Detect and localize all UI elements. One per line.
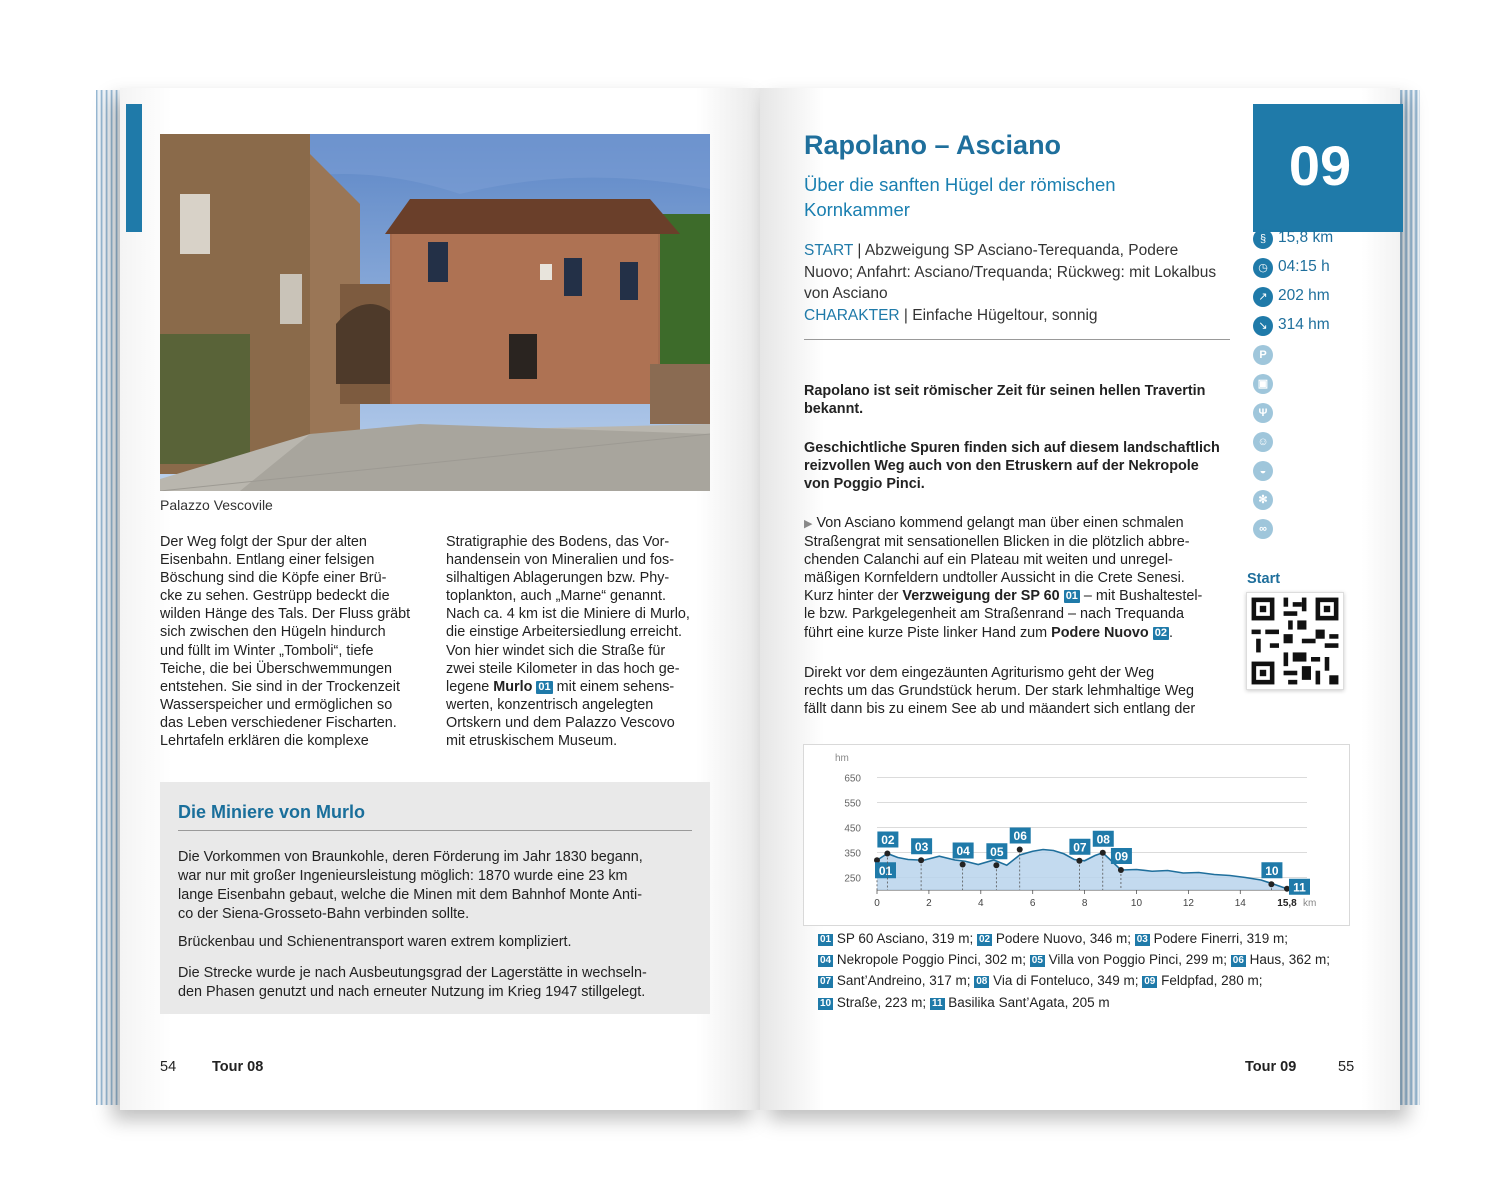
waypoint-dot	[1268, 881, 1274, 887]
text-line: Wasserspeicher und ermöglichen so	[160, 696, 393, 713]
legend-text: Feldpfad, 280 m;	[1161, 973, 1263, 989]
tour-number-box: 09	[1253, 104, 1387, 232]
waypoint-dot	[960, 862, 966, 868]
waypoint-ref-01: 01	[1065, 590, 1078, 603]
murlo-bold: Murlo	[493, 678, 533, 695]
text-span: – mit Bushaltestel-	[1079, 588, 1203, 605]
infobox-paragraph-1	[178, 848, 692, 924]
text-line: Lehrtafeln erklären die komplexe	[160, 733, 369, 750]
kids-icon: ☺	[1253, 432, 1273, 452]
chapter-tab-left	[126, 104, 142, 232]
text-line	[804, 514, 1230, 533]
bicycle-icon: ∞	[1253, 519, 1273, 539]
meta-divider	[804, 339, 1230, 340]
waypoint-dot	[918, 857, 924, 863]
text-line: fällt dann bis zu einem See ab und mäandert sich entlang der	[804, 701, 1196, 718]
qr-code-image	[1247, 593, 1343, 689]
tour-title: Rapolano – Asciano	[804, 130, 1062, 160]
character-key: CHARAKTER	[804, 306, 900, 324]
waypoint-dot	[1076, 858, 1082, 864]
legend-row	[818, 928, 1338, 949]
legend-ref: 06	[1232, 955, 1244, 967]
waypoint-ref-01: 01	[538, 680, 551, 693]
start-value: | Abzweigung SP Asciano-Terequanda, Podere Nuovo; Anfahrt: Asciano/Trequanda; Rückweg: mit Lokalbus von Asciano	[804, 242, 1217, 302]
text-line: Geschichtliche Spuren finden sich auf diesem landschaftlich	[804, 440, 1220, 456]
waypoint-label: 09	[1114, 849, 1129, 864]
legend-text: SP 60 Asciano, 319 m;	[836, 931, 974, 946]
text-span: .	[1168, 624, 1173, 641]
text-line: Direkt vor dem eingezäunten Agriturismo geht der Weg	[804, 665, 1155, 681]
elevation-profile	[803, 744, 1350, 926]
text-line: handensein von Mineralien und fos-	[446, 552, 675, 569]
legend-text: Haus, 362 m;	[1249, 952, 1330, 968]
waypoint-label: 08	[1096, 832, 1110, 847]
y-tick-label: 450	[844, 823, 861, 835]
legend-row	[818, 949, 1338, 970]
text-line: Stratigraphie des Bodens, das Vor-	[446, 534, 670, 550]
waypoint-legend	[818, 928, 1338, 1013]
tour-subtitle: Über die sanften Hügel der römischen Kornkammer	[804, 174, 1116, 220]
text-span: legene	[446, 678, 494, 695]
x-tick-label: 8	[1081, 898, 1088, 909]
photo-palazzo-vescovile	[160, 134, 710, 491]
waypoint-dot	[993, 862, 999, 868]
waypoint-dot	[1017, 847, 1023, 853]
legend-ref: 04	[820, 955, 832, 967]
waypoint-label: 04	[956, 844, 970, 858]
legend-ref: 11	[931, 997, 943, 1009]
bold-span: Verzweigung der SP 60	[902, 588, 1060, 605]
legend-ref: 09	[1144, 976, 1156, 988]
waypoint-dot	[1118, 867, 1124, 873]
text-line	[446, 678, 710, 696]
text-line: Nach ca. 4 km ist die Miniere di Murlo,	[446, 606, 690, 623]
ascent-icon: ↗	[1253, 287, 1273, 307]
y-tick-label: 650	[844, 773, 861, 785]
paragraph-marker-icon: ▶	[804, 518, 813, 530]
legend-row	[818, 970, 1338, 991]
lead-paragraph-1	[804, 382, 1230, 418]
waypoint-dot	[884, 851, 890, 857]
text-span: führt eine kurze Piste linker Hand zum	[804, 624, 1052, 641]
text-line: sich zwischen den Hügeln hindurch	[160, 624, 386, 641]
x-tick-label: 4	[978, 898, 984, 909]
waypoint-ref-02: 02	[1154, 626, 1167, 639]
stat-ascent	[1253, 286, 1393, 310]
x-tick-label: 12	[1182, 898, 1194, 909]
hat-icon: ◒	[1253, 461, 1273, 481]
book-edge-right	[1398, 90, 1420, 1105]
photo-caption: Palazzo Vescovile	[160, 497, 273, 513]
text-line: co der Siena-Grosseto-Bahn verbinden sollte.	[178, 906, 470, 922]
text-line	[804, 587, 1230, 605]
text-line: Straßengrat mit sensationellen Blicken in die plötzlich abbre-	[804, 534, 1190, 551]
legend-ref: 08	[976, 976, 988, 988]
character-value: | Einfache Hügeltour, sonnig	[899, 306, 1098, 324]
text-line: war nur mit großer Ingenieursleistung möglich: 1870 wurde eine 23 km	[178, 868, 628, 884]
stat-value: 04:15 h	[1278, 258, 1330, 275]
text-span: Kurz hinter der	[804, 588, 903, 605]
waypoint-label: 02	[881, 833, 895, 847]
legend-text: Nekropole Poggio Pinci, 302 m;	[836, 952, 1026, 968]
text-line: mäßigen Kornfeldern undtoller Aussicht in die Crete Senesi.	[804, 570, 1185, 587]
profile-area	[877, 850, 1287, 891]
x-tick-label: 0	[874, 898, 880, 909]
photo-illustration	[160, 134, 710, 491]
x-tick-label: 2	[926, 898, 932, 909]
legend-text: Villa von Poggio Pinci, 299 m;	[1048, 952, 1228, 968]
legend-ref: 07	[820, 976, 832, 988]
distance-icon: §	[1253, 229, 1273, 249]
page-number-right: 55	[1338, 1059, 1355, 1075]
start-key: START	[804, 242, 854, 259]
bus-icon: ▣	[1253, 374, 1273, 394]
text-line: rechts um das Grundstück herum. Der stark lehmhaltige Weg	[804, 683, 1195, 700]
waypoint-label: 10	[1265, 863, 1279, 878]
page-number-left: 54	[160, 1059, 177, 1075]
text-span: mit einem sehens-	[552, 678, 675, 695]
x-tick-label: 10	[1130, 898, 1143, 909]
legend-text: Via di Fonteluco, 349 m;	[993, 973, 1139, 989]
qr-code[interactable]	[1246, 592, 1344, 690]
x-tick-label: 6	[1029, 898, 1036, 909]
text-line: und füllt im Winter „Tomboli“, tiefe	[160, 642, 374, 659]
body-paragraph-1	[804, 514, 1230, 642]
infobox-divider	[178, 830, 692, 831]
legend-ref: 10	[820, 997, 832, 1009]
infobox-miniere	[160, 782, 710, 1014]
descent-icon: ↘	[1253, 316, 1273, 336]
text-line: reizvollen Weg auch von den Etruskern auf der Nekropole	[804, 458, 1199, 475]
text-line: chenden Calanchi auf ein Plateau mit weiten und unregel-	[804, 552, 1173, 569]
waypoint-label: 07	[1073, 840, 1087, 855]
legend-ref: 03	[1136, 934, 1148, 945]
x-tick-label: 14	[1234, 898, 1246, 909]
clock-icon: ◷	[1253, 258, 1273, 278]
restaurant-icon: Ψ	[1253, 403, 1273, 423]
legend-ref: 01	[820, 934, 832, 945]
text-line: werten, konzentrisch angelegten	[446, 696, 654, 713]
legend-text: Sant’Andreino, 317 m;	[836, 973, 971, 989]
infobox-paragraph-3	[178, 964, 692, 1002]
text-line: Der Weg folgt der Spur der alten	[160, 534, 367, 550]
tour-label-right: Tour 09	[1245, 1059, 1297, 1075]
text-line	[804, 624, 1230, 642]
bold-span: Podere Nuovo	[1051, 624, 1149, 641]
legend-ref: 02	[979, 934, 991, 945]
text-line: mit etruskischem Museum.	[446, 733, 618, 750]
stat-value: 314 hm	[1278, 316, 1330, 333]
text-line: silhaltigen Ablagerungen bzw. Phy-	[446, 570, 670, 587]
tour-meta	[804, 240, 1224, 326]
chapter-tab-right	[1387, 104, 1403, 232]
snowflake-icon: ✻	[1253, 490, 1273, 510]
text-line: Rapolano ist seit römischer Zeit für seinen hellen Travertin	[804, 383, 1206, 399]
text-line: Ortskern und dem Palazzo Vescovo	[446, 714, 675, 731]
stat-value: 15,8 km	[1278, 229, 1334, 246]
stat-value: 202 hm	[1278, 287, 1330, 304]
legend-text: Podere Nuovo, 346 m;	[995, 931, 1131, 946]
text-line: le bzw. Parkgelegenheit am Straßenrand – nach Trequanda	[804, 606, 1184, 623]
book-edge-left	[96, 90, 122, 1105]
infobox-title: Die Miniere von Murlo	[178, 802, 366, 822]
text-line: Von hier windet sich die Straße für	[446, 642, 666, 659]
text-line: Böschung sind die Köpfe einer Brü-	[160, 570, 387, 587]
legend-row	[818, 992, 1338, 1013]
text-line: Die Vorkommen von Braunkohle, deren Förderung im Jahr 1830 begann,	[178, 849, 643, 865]
text-line: bekannt.	[804, 401, 864, 418]
y-tick-label: 350	[844, 848, 861, 860]
stat-duration	[1253, 257, 1393, 281]
legend-text: Basilika Sant’Agata, 205 m	[948, 994, 1110, 1010]
stat-descent	[1253, 315, 1393, 339]
text-line: Teiche, die bei Überschwemmungen	[160, 660, 392, 677]
text-line: wilden Hänge des Tals. Der Fluss gräbt	[160, 606, 411, 623]
y-axis-label: hm	[835, 753, 849, 764]
elevation-profile-chart	[804, 745, 1349, 925]
x-end-label: 15,8	[1277, 898, 1297, 909]
parking-icon: P	[1253, 345, 1273, 365]
waypoint-label: 01	[878, 863, 893, 878]
text-line: lange Eisenbahn gebaut, welche die Minen mit dem Bahnhof Monte Anti-	[178, 887, 642, 903]
tour-label-left: Tour 08	[212, 1059, 264, 1075]
text-line: den Phasen genutzt und nach erneuter Nutzung im Krieg 1947 stillgelegt.	[178, 984, 646, 1000]
text-line: Die Strecke wurde je nach Ausbeutungsgrad der Lagerstätte in wechseln-	[178, 965, 647, 981]
text-line: Eisenbahn. Entlang einer felsigen	[160, 552, 375, 569]
y-tick-label: 550	[844, 798, 861, 810]
text-line: die einstige Arbeitersiedlung erreicht.	[446, 624, 682, 641]
y-tick-label: 250	[844, 873, 861, 885]
legend-text: Straße, 223 m;	[836, 994, 927, 1010]
text-line: cke zu sehen. Gestrüpp bedeckt die	[160, 588, 390, 605]
text-line: entstehen. Sie sind in der Trockenzeit	[160, 678, 400, 695]
lead-paragraph-2	[804, 439, 1230, 493]
start-label: Start	[1247, 571, 1281, 587]
stat-distance	[1253, 228, 1393, 252]
legend-ref: 05	[1031, 955, 1043, 967]
text-line: toplankton, auch „Marne“ genannt.	[446, 588, 666, 605]
infobox-paragraph-2: Brückenbau und Schienentransport waren extrem kompliziert.	[178, 934, 572, 950]
body-paragraph-2	[804, 664, 1230, 718]
text-line: zwei steile Kilometer in das hoch ge-	[446, 660, 680, 677]
text-column-2	[446, 533, 710, 750]
text-span: Von Asciano kommend gelangt man über einen schmalen	[816, 515, 1184, 531]
waypoint-dot	[1100, 850, 1106, 856]
x-axis-label: km	[1303, 898, 1317, 909]
waypoint-label: 06	[1013, 829, 1027, 843]
legend-text: Podere Finerri, 319 m;	[1153, 931, 1288, 946]
waypoint-label: 11	[1293, 880, 1306, 895]
text-line: das Leben verschiedener Fischarten.	[160, 714, 397, 731]
waypoint-label: 05	[990, 844, 1004, 859]
waypoint-label: 03	[914, 839, 929, 854]
text-line: von Poggio Pinci.	[804, 476, 925, 493]
text-column-1	[160, 533, 424, 750]
